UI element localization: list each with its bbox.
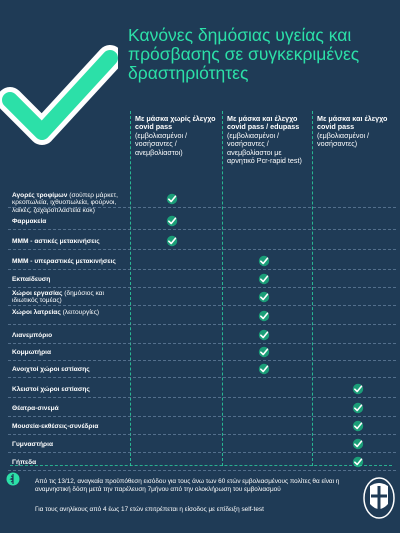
page-title: Κανόνες δημόσιας υγείας και πρόσβασης σε συγκεκριμένες δραστηριότητες (128, 25, 360, 83)
row-activity-name: Φαρμακεία (12, 218, 47, 225)
table-row-label (12, 309, 130, 316)
table-row-label (12, 290, 130, 305)
check-circle-icon (166, 215, 178, 227)
check-circle-icon (352, 383, 364, 395)
row-separator (8, 249, 396, 250)
column-header-3 (317, 115, 397, 149)
column-header-1 (135, 115, 219, 157)
table-row-label (12, 192, 130, 214)
row-activity-details: (δημόσιος και ιδιωτικός τομέας) (12, 290, 104, 305)
row-activity-name: ΜΜΜ - υπεραστικές μετακινήσεις (12, 258, 116, 265)
row-separator (8, 452, 396, 453)
check-circle-icon (258, 363, 270, 375)
row-activity-name: Εκπαίδευση (12, 276, 51, 283)
column-header-3-title: Με μάσκα και έλεγχο covid pass (317, 114, 388, 132)
check-circle-icon (258, 310, 270, 322)
check-circle-icon (166, 235, 178, 247)
row-separator (8, 324, 396, 325)
row-activity-name: Χώροι εργασίας (12, 290, 63, 297)
big-check-icon (0, 40, 118, 160)
check-circle-icon (258, 291, 270, 303)
check-circle-icon (352, 402, 364, 414)
check-circle-icon (258, 346, 270, 358)
table-row-label (12, 405, 130, 412)
footer-divider (10, 465, 392, 466)
column-divider (312, 111, 314, 466)
check-circle-icon (258, 329, 270, 341)
row-separator (8, 305, 396, 306)
row-separator (8, 269, 396, 270)
table-row-label (12, 238, 130, 245)
row-activity-details: (σούπερ μάρκετ, κρεοπωλεία, ιχθυοπωλεία, φούρνοι, λαϊκές, ζαχαροπλαστεία κοκ) (12, 192, 118, 214)
row-separator (8, 377, 396, 378)
row-separator (8, 287, 396, 288)
row-activity-details: (λειτουργίες) (62, 309, 100, 316)
row-activity-name: Ανοιχτοί χώροι εστίασης (12, 366, 90, 373)
column-header-2-sub: (εμβολιασμένοι / νοσήσαντες / ανεμβολίαστοι με αρνητικό Pcr-rapid test) (227, 130, 302, 166)
table-row-label (12, 258, 130, 265)
column-header-1-title: Με μάσκα χωρίς έλεγχο covid pass (135, 114, 216, 132)
column-header-2 (227, 115, 311, 165)
footer-note-booster: Από τις 13/12, αναγκαία προϋπόθεση εισόδου για τους άνω των 60 ετών εμβολιασμένους πολίτες θα είναι η αναμνηστική δόση μετά την παρέλευση 7μήνου από την ολοκλήρωση του εμβολιασμού (35, 478, 340, 493)
column-divider (222, 111, 224, 466)
column-header-3-sub: (εμβολιασμένοι /νοσήσαντες) (317, 130, 370, 149)
row-separator (8, 360, 396, 361)
footer-note-minors: Για τους ανηλίκους από 4 έως 17 ετών επιτρέπεται η είσοδος με επίδειξη self-test (35, 506, 264, 513)
greek-coat-of-arms-icon (362, 476, 396, 520)
check-circle-icon (166, 193, 178, 205)
check-circle-icon (258, 273, 270, 285)
row-activity-name: Χώροι λατρείας (12, 309, 61, 316)
row-separator (8, 434, 396, 435)
column-divider (130, 111, 132, 466)
row-activity-name: Κομμωτήρια (12, 349, 52, 356)
table-row-label (12, 276, 130, 283)
row-separator (8, 470, 396, 471)
row-activity-name: Γυμναστήρια (12, 441, 54, 448)
row-separator (8, 343, 396, 344)
table-row-label (12, 441, 130, 448)
row-activity-name: Αγορές τροφίμων (12, 192, 68, 199)
row-separator (8, 416, 396, 417)
row-activity-name: Λιανεμπόριο (12, 332, 53, 339)
row-activity-name: ΜΜΜ - αστικές μετακινήσεις (12, 238, 100, 245)
column-header-2-title: Με μάσκα και έλεγχο covid pass / edupass (227, 114, 300, 132)
table-row-label (12, 423, 130, 430)
check-circle-icon (352, 420, 364, 432)
check-circle-icon (258, 255, 270, 267)
table-row-label (12, 332, 130, 339)
table-row-label (12, 349, 130, 356)
row-separator (8, 229, 396, 230)
check-circle-icon (352, 438, 364, 450)
column-header-1-sub: (εμβολιασμένοι / νοσήσαντες / ανεμβολίαστοι) (135, 130, 188, 157)
row-activity-name: Γήπεδα (12, 459, 37, 466)
row-activity-name: Μουσεία-εκθέσεις-συνέδρια (12, 423, 99, 430)
row-separator (8, 397, 396, 398)
row-activity-name: Θέατρα-σινεμά (12, 405, 59, 412)
table-row-label (12, 386, 130, 393)
check-circle-icon (352, 456, 364, 468)
row-activity-name: Κλειστοί χώροι εστίασης (12, 386, 90, 393)
table-row-label (12, 366, 130, 373)
table-row-label (12, 218, 130, 225)
asclepius-icon (6, 472, 20, 486)
